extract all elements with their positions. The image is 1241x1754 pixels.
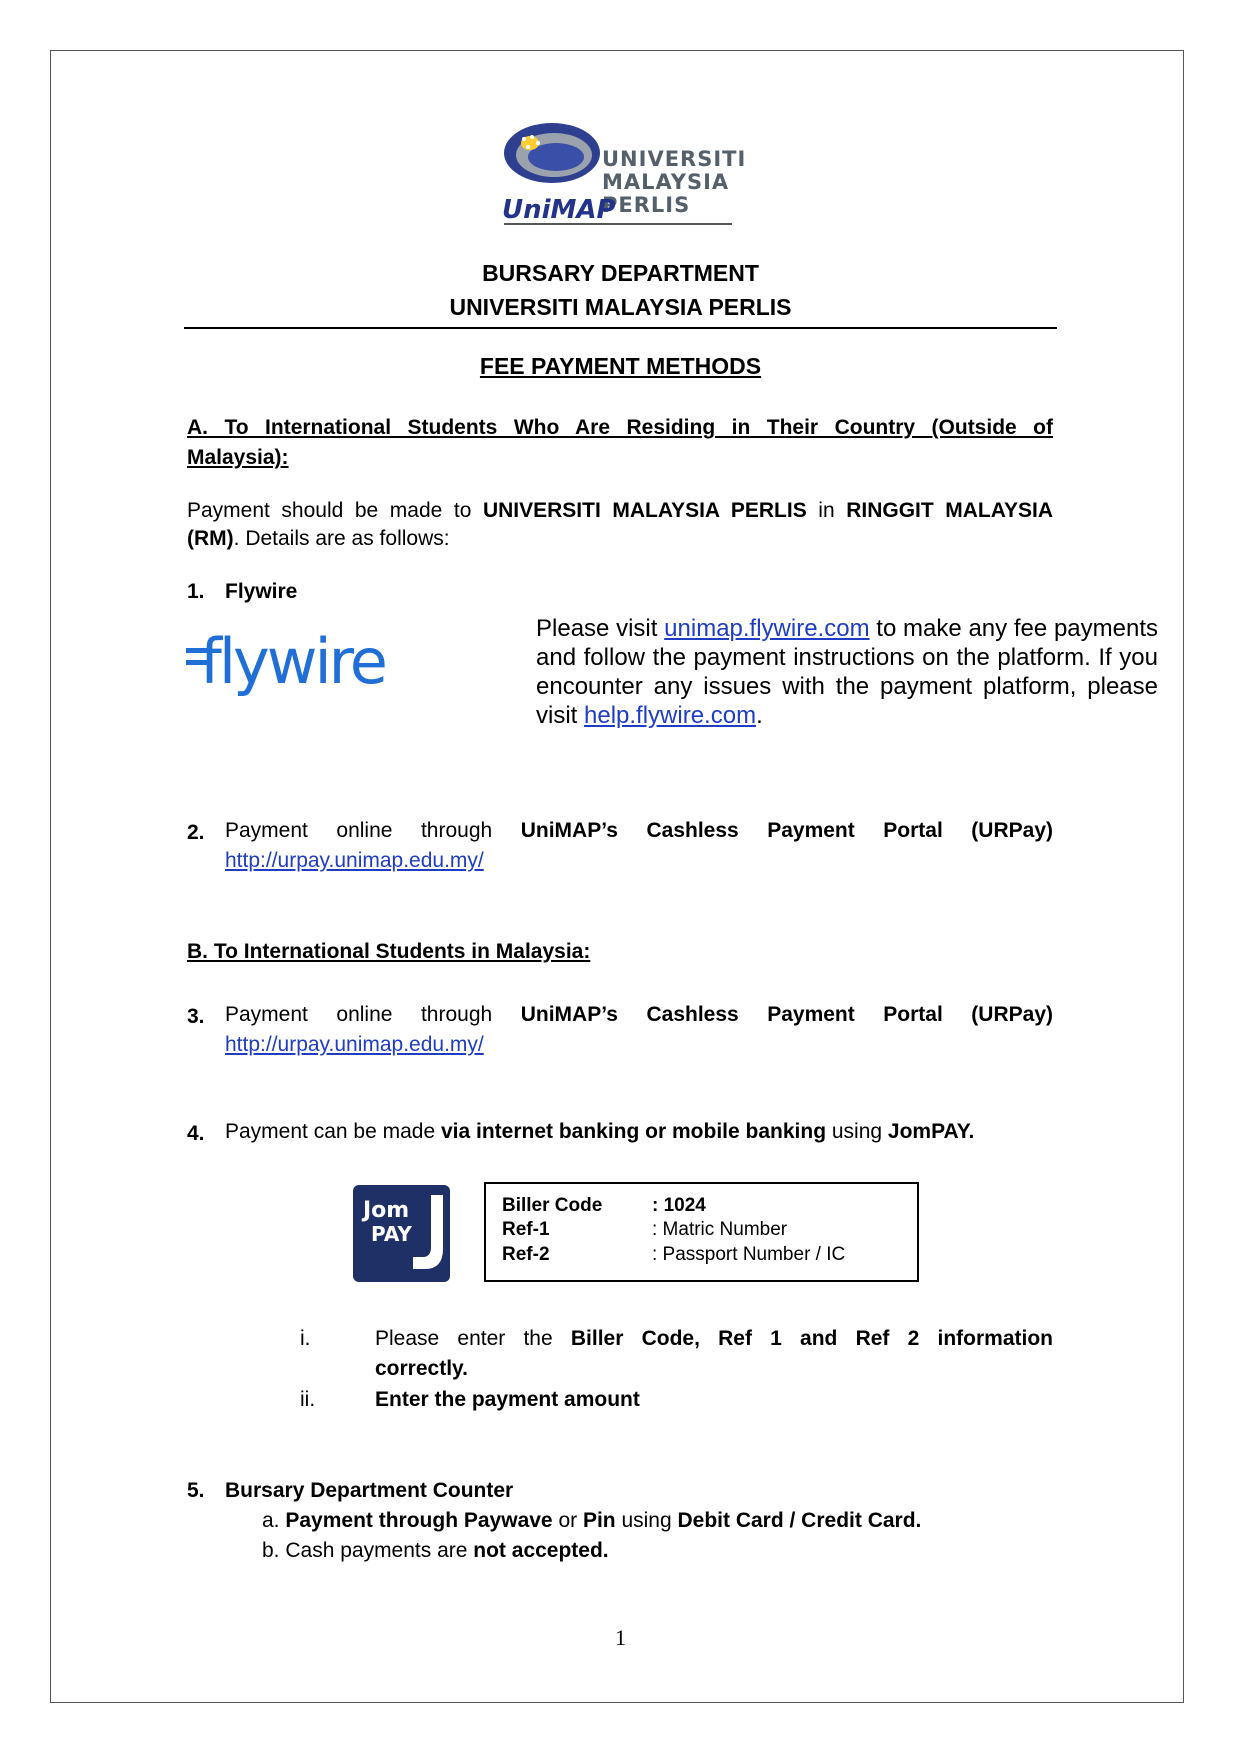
step-i-text: Please enter the Biller Code, Ref 1 and Ref 2 information (375, 1327, 1053, 1350)
page-number: 1 (615, 1625, 626, 1650)
jompay-details-box (484, 1182, 919, 1282)
logo-line3: PERLIS (602, 193, 691, 217)
biller-code-label: Biller Code (502, 1195, 603, 1216)
logo-line1: UNIVERSITI (602, 147, 747, 171)
unimap-logo (502, 117, 747, 229)
flywire-logo-text: flywire (200, 625, 385, 698)
step-i-text-cont: correctly. (375, 1357, 468, 1380)
logo-brand: UniMAP (502, 195, 616, 225)
item-2-number: 2. (187, 821, 205, 844)
item-5-number: 5. (187, 1479, 205, 1502)
jompay-logo-line1: Jom (363, 1198, 410, 1223)
jompay-logo-line2: PAY (371, 1222, 412, 1246)
department-title: BURSARY DEPARTMENT (482, 260, 759, 286)
item-5-b: b. Cash payments are not accepted. (262, 1539, 609, 1562)
jompay-j-icon (409, 1195, 445, 1273)
university-title: UNIVERSITI MALAYSIA PERLIS (449, 294, 792, 320)
urpay-link-2[interactable]: http://urpay.unimap.edu.my/ (225, 1033, 484, 1056)
flywire-help-link[interactable]: help.flywire.com (584, 702, 757, 729)
section-a-heading-cont: Malaysia): (187, 446, 289, 469)
item-2-text: Payment online through UniMAP’s Cashless Payment Portal (URPay) (225, 819, 1053, 842)
item-4-number: 4. (187, 1122, 205, 1145)
item-5-a: a. Payment through Paywave or Pin using Debit Card / Credit Card. (262, 1509, 922, 1532)
item-1-title: Flywire (225, 580, 298, 603)
unimap-logo-icon (502, 117, 602, 197)
item-3-text: Payment online through UniMAP’s Cashless Payment Portal (URPay) (225, 1003, 1053, 1026)
section-b-heading: B. To International Students in Malaysia: (187, 940, 591, 963)
section-a-heading: A. To International Students Who Are Residing in Their Country (Outside of (187, 416, 1053, 439)
item-1-number: 1. (187, 580, 205, 603)
flywire-description: Please visit unimap.flywire.com to make any fee payments and follow the payment instructions on the platform. If you encounter any issues with the payment platform, please visit help.flywire.com. (536, 615, 1158, 729)
jompay-logo (353, 1185, 450, 1282)
ref2-label: Ref-2 (502, 1244, 550, 1265)
logo-line2: MALAYSIA (602, 170, 730, 194)
item-5-title: Bursary Department Counter (225, 1479, 514, 1502)
logo-underline (504, 223, 732, 225)
biller-code-value: : 1024 (652, 1195, 706, 1216)
ref1-label: Ref-1 (502, 1219, 550, 1240)
item-4-text: Payment can be made via internet banking or mobile banking using JomPAY. (225, 1120, 975, 1143)
urpay-link-1[interactable]: http://urpay.unimap.edu.my/ (225, 849, 484, 872)
header-divider (184, 327, 1057, 329)
ref2-value: : Passport Number / IC (652, 1244, 846, 1265)
ref1-value: : Matric Number (652, 1219, 788, 1240)
flywire-link[interactable]: unimap.flywire.com (664, 615, 870, 642)
section-a-intro: Payment should be made to UNIVERSITI MALAYSIA PERLIS in RINGGIT MALAYSIA (RM). Details are as follows: (187, 499, 1053, 550)
page-title: FEE PAYMENT METHODS (479, 353, 762, 379)
step-ii-marker: ii. (300, 1388, 316, 1411)
step-i-marker: i. (300, 1327, 311, 1350)
step-ii-text: Enter the payment amount (375, 1388, 640, 1411)
item-3-number: 3. (187, 1005, 205, 1028)
